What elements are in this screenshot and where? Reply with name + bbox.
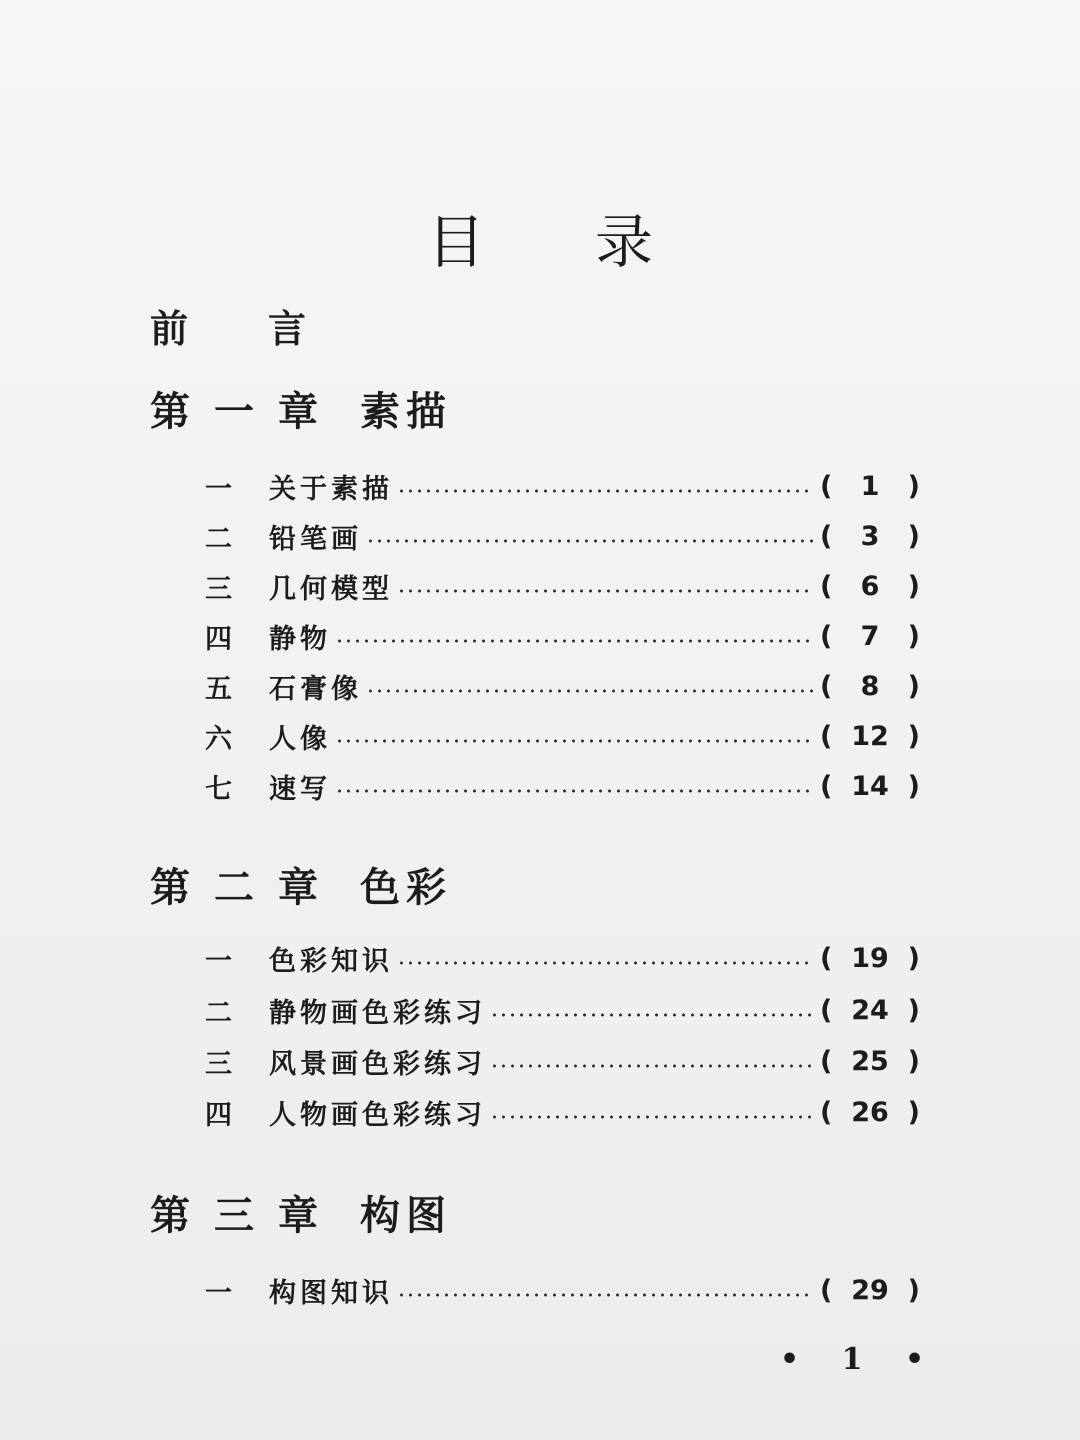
toc-entry-2-3[interactable] bbox=[205, 1041, 920, 1081]
entry-page-number: 25 bbox=[851, 1045, 889, 1077]
dot-leader bbox=[490, 1064, 814, 1068]
entry-label: 静物 bbox=[269, 623, 331, 655]
entry-number: 七 bbox=[205, 773, 232, 805]
entry-page-number: 19 bbox=[851, 942, 889, 974]
entry-page-number: 24 bbox=[851, 994, 889, 1026]
page-folio: • 1 • bbox=[780, 1342, 941, 1377]
dot-leader bbox=[397, 1293, 814, 1297]
entry-label: 石膏像 bbox=[269, 673, 362, 705]
dot-leader bbox=[335, 739, 814, 743]
entry-number: 二 bbox=[205, 997, 232, 1029]
chapter-2-number: 第二章 bbox=[150, 864, 342, 911]
entry-number: 一 bbox=[205, 473, 232, 505]
dot-leader bbox=[490, 1013, 814, 1017]
entry-number: 四 bbox=[205, 1099, 232, 1131]
toc-entry-1-7[interactable] bbox=[205, 766, 920, 806]
entry-label: 几何模型 bbox=[269, 573, 393, 605]
toc-entry-2-1[interactable] bbox=[205, 938, 920, 978]
chapter-3-name: 构图 bbox=[360, 1192, 452, 1239]
entry-number: 五 bbox=[205, 673, 232, 705]
entry-page-ref: ( 3 ) bbox=[820, 520, 920, 552]
dot-leader bbox=[335, 639, 814, 643]
dot-leader bbox=[490, 1115, 814, 1119]
entry-number: 一 bbox=[205, 1277, 232, 1309]
entry-page-ref: ( 29 ) bbox=[820, 1274, 920, 1306]
toc-entry-2-4[interactable] bbox=[205, 1092, 920, 1132]
entry-page-number: 26 bbox=[851, 1096, 889, 1128]
entry-page-number: 29 bbox=[851, 1274, 889, 1306]
chapter-1-number: 第一章 bbox=[150, 388, 342, 435]
page-title: 目录 bbox=[426, 208, 763, 276]
entry-number: 三 bbox=[205, 573, 232, 605]
chapter-2-heading[interactable] bbox=[150, 856, 452, 913]
entry-page-number: 1 bbox=[860, 470, 880, 502]
entry-page-number: 6 bbox=[860, 570, 880, 602]
entry-label: 人像 bbox=[269, 723, 331, 755]
toc-entry-1-5[interactable] bbox=[205, 666, 920, 706]
entry-number: 一 bbox=[205, 945, 232, 977]
entry-label: 构图知识 bbox=[269, 1277, 393, 1309]
entry-page-ref: ( 12 ) bbox=[820, 720, 920, 752]
entry-page-ref: ( 25 ) bbox=[820, 1045, 920, 1077]
entry-page-ref: ( 14 ) bbox=[820, 770, 920, 802]
entry-label: 风景画色彩练习 bbox=[269, 1048, 486, 1080]
entry-page-number: 8 bbox=[860, 670, 880, 702]
dot-leader bbox=[397, 489, 814, 493]
entry-number: 四 bbox=[205, 623, 232, 655]
toc-preface[interactable]: 前言 bbox=[150, 306, 387, 351]
chapter-3-heading[interactable] bbox=[150, 1184, 452, 1241]
entry-label: 速写 bbox=[269, 773, 331, 805]
entry-number: 二 bbox=[205, 523, 232, 555]
entry-page-ref: ( 6 ) bbox=[820, 570, 920, 602]
entry-page-number: 14 bbox=[851, 770, 889, 802]
entry-label: 铅笔画 bbox=[269, 523, 362, 555]
toc-entry-1-6[interactable] bbox=[205, 716, 920, 756]
dot-leader bbox=[397, 961, 814, 965]
toc-entry-2-2[interactable] bbox=[205, 990, 920, 1030]
toc-entry-1-2[interactable] bbox=[205, 516, 920, 556]
dot-leader bbox=[366, 539, 814, 543]
entry-page-ref: ( 19 ) bbox=[820, 942, 920, 974]
entry-page-ref: ( 8 ) bbox=[820, 670, 920, 702]
entry-label: 人物画色彩练习 bbox=[269, 1099, 486, 1131]
dot-leader bbox=[335, 789, 814, 793]
entry-label: 静物画色彩练习 bbox=[269, 997, 486, 1029]
toc-entry-1-3[interactable] bbox=[205, 566, 920, 606]
entry-page-ref: ( 1 ) bbox=[820, 470, 920, 502]
chapter-2-name: 色彩 bbox=[360, 864, 452, 911]
toc-entry-3-1[interactable] bbox=[205, 1270, 920, 1310]
entry-page-number: 3 bbox=[860, 520, 880, 552]
entry-number: 六 bbox=[205, 723, 232, 755]
entry-label: 色彩知识 bbox=[269, 945, 393, 977]
entry-page-number: 7 bbox=[860, 620, 880, 652]
entry-page-ref: ( 24 ) bbox=[820, 994, 920, 1026]
chapter-3-number: 第三章 bbox=[150, 1192, 342, 1239]
dot-leader bbox=[397, 589, 814, 593]
entry-page-number: 12 bbox=[851, 720, 889, 752]
toc-entry-1-1[interactable] bbox=[205, 466, 920, 506]
entry-page-ref: ( 26 ) bbox=[820, 1096, 920, 1128]
dot-leader bbox=[366, 689, 814, 693]
entry-label: 关于素描 bbox=[269, 473, 393, 505]
entry-page-ref: ( 7 ) bbox=[820, 620, 920, 652]
chapter-1-name: 素描 bbox=[360, 388, 452, 435]
entry-number: 三 bbox=[205, 1048, 232, 1080]
toc-entry-1-4[interactable] bbox=[205, 616, 920, 656]
chapter-1-heading[interactable] bbox=[150, 380, 452, 437]
